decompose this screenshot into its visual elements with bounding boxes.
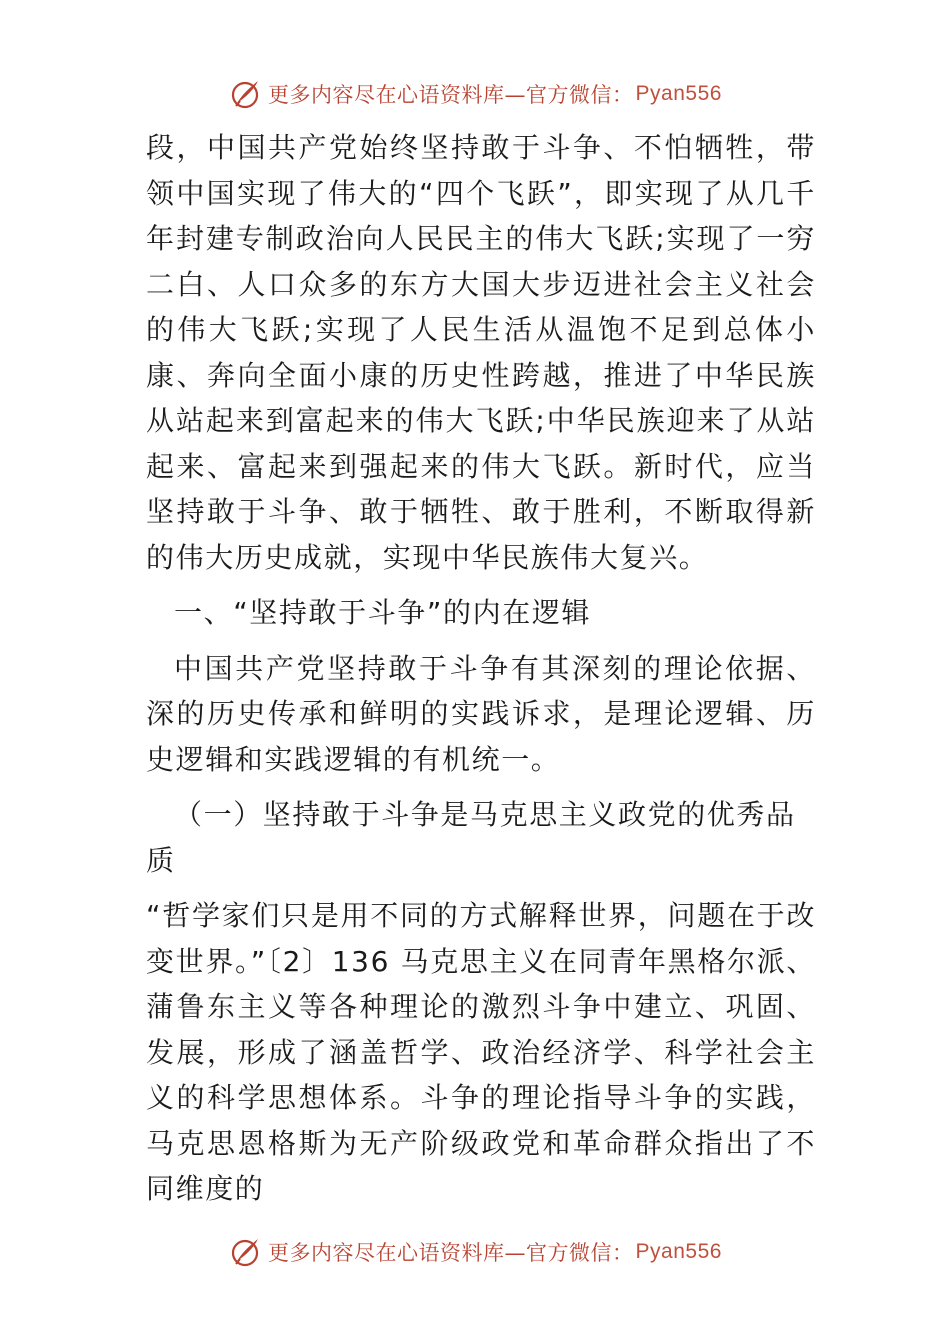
paragraph-logic: 中国共产党坚持敢于斗争有其深刻的理论依据、深​的历史传承和鲜明的实践诉求，是理论逻辑、历史逻辑和实践逻辑的有机统一。 <box>146 651 816 776</box>
quill-logo-icon <box>228 77 262 111</box>
watermark-text: 更多内容尽在心语资料库—官方微信： <box>268 83 634 107</box>
watermark-wechat-id: Pyan556 <box>635 82 722 105</box>
paragraph-marxism: “哲学家们只是用不同的方式解释世界，问题在于改变世界。”〔2〕136 马克思主义在同青年黑格尔派、蒲鲁东主义等各种理论的激烈斗争中建立、巩固、发展，形成了涵盖哲学、政治经济学、科学社会主义的科学思想体系。斗争的理论指导斗争的实践，马克思恩格斯为无产阶级政党和革命群众指出了不同维度的 <box>146 899 816 1205</box>
watermark-wechat-id: Pyan556 <box>635 1240 722 1263</box>
section-heading-1: 一、“坚持敢于斗争”的内在逻辑 <box>174 596 592 629</box>
quill-logo-icon <box>228 1235 262 1269</box>
subsection-heading-1: （一）坚持敢于斗争是马克思主义政党的优秀品质 <box>146 798 796 877</box>
paragraph-opening: 段，中国共产党始终坚持敢于斗争、不怕牺牲，带领中国实现了伟大的“四个飞跃”，即实现了从几千年封建专制政治向人民民主的伟大飞跃;实现了一穷二白、人口众多的东方大国大步迈进社会主义社会的伟大飞跃;实现了人民生活从温饱不足到总体小康、奔向全面小康的历史性跨越，推进了中华民族从站起来到富起来的伟大飞跃;中华民族迎来了从站起来、富起来到强起来的伟大飞跃。新时代，应当坚持敢于斗争、敢于牺牲、敢于胜利，不断取得新的伟大历史成就，实现中华民族伟大复兴。 <box>146 131 816 574</box>
watermark-footer <box>0 1232 950 1272</box>
watermark-text: 更多内容尽在心语资料库—官方微信： <box>268 1241 634 1265</box>
document-body <box>146 125 816 1212</box>
watermark-header <box>0 74 950 114</box>
